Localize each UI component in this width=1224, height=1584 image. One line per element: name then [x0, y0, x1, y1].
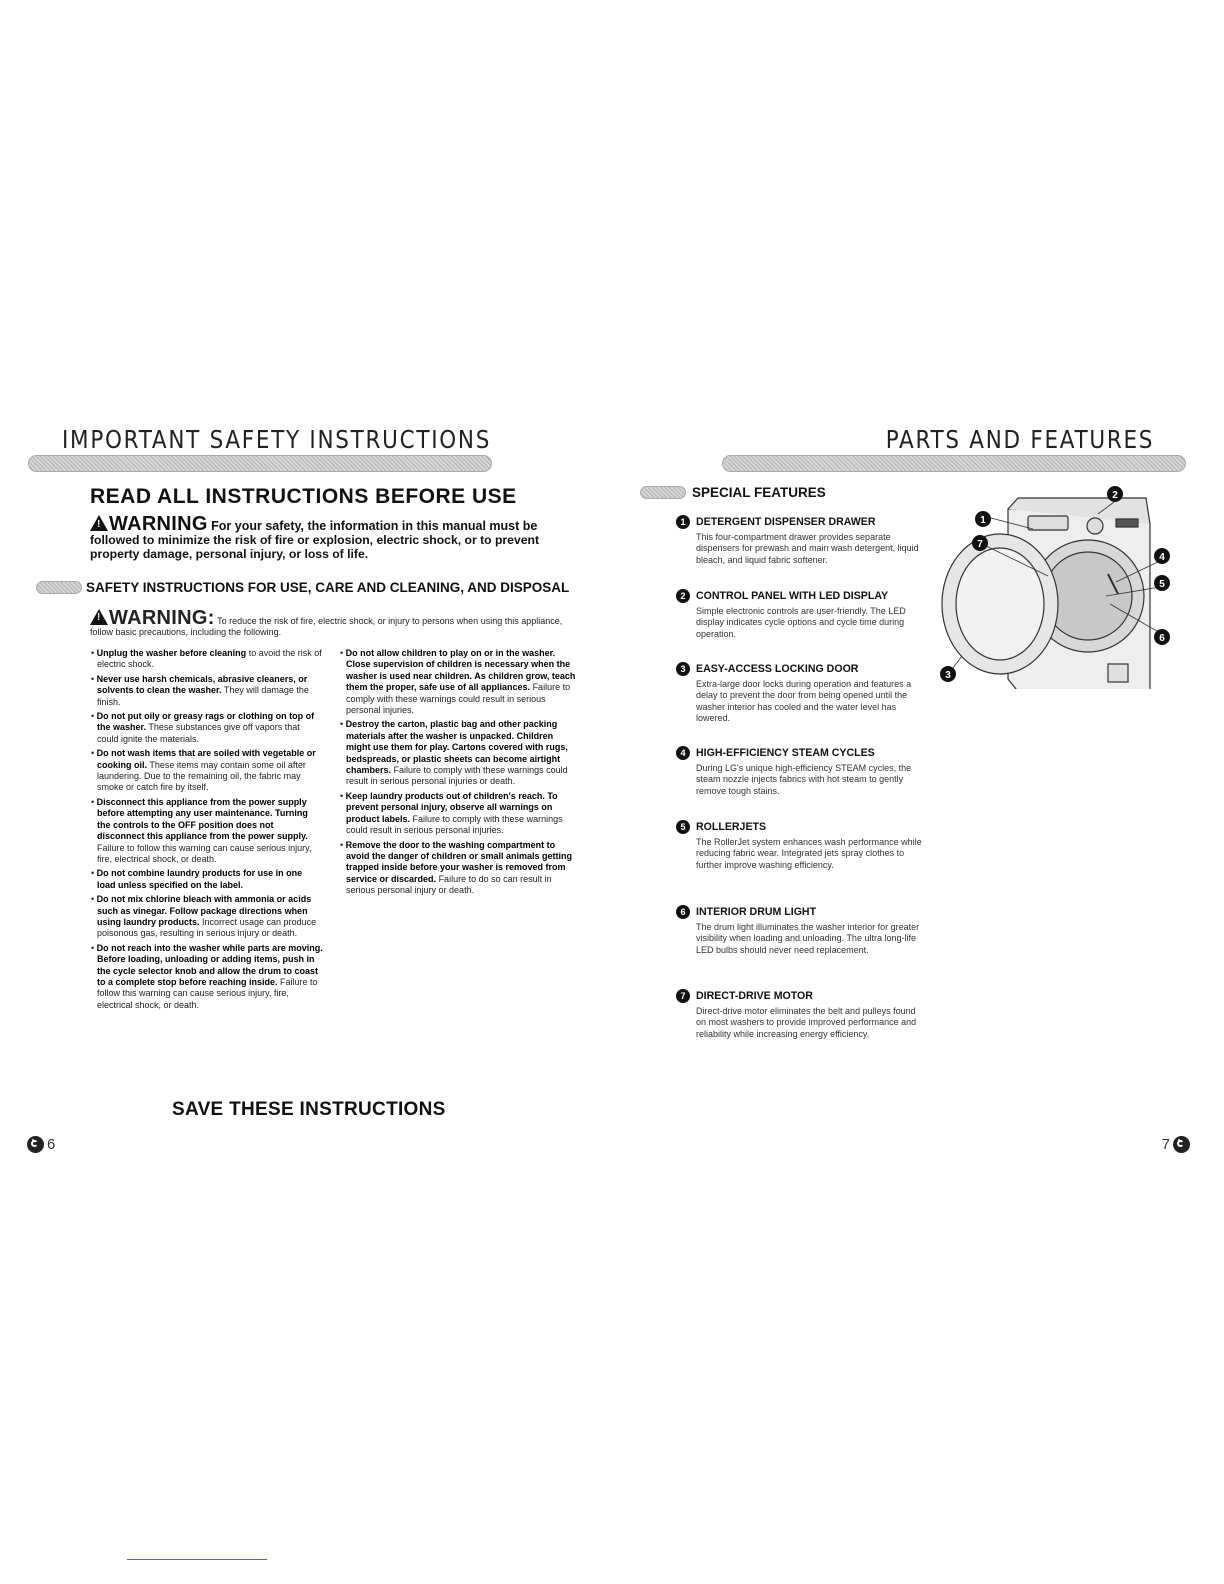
feature-number-badge: 5 — [676, 820, 690, 834]
lg-logo-icon — [1173, 1136, 1190, 1153]
bullet-normal-text: These substances give off vapors that could ignite the materials. — [97, 722, 300, 744]
bullet-bold-text: Do not reach into the washer while parts are moving. Before loading, unloading or adding items, push in the cycle selector knob and allow the drum to coast to a complete stop before reaching inside. — [96, 942, 323, 987]
bullet-bold-text: Do not mix chlorine bleach with ammonia or acids such as vinegar. Follow package directions when using laundry products. — [96, 894, 312, 927]
lg-logo-icon — [27, 1136, 44, 1153]
safety-bullet: • Do not allow children to play on or in the washer. Close supervision of children is necessary when the washer is used near children. As children grow, teach them the proper, safe use of all appliances. Failure to comply with these warnings could result in serious personal injuries. — [340, 648, 576, 716]
safety-bullet: • Remove the door to the washing compartment to avoid the danger of children or small animals getting trapped inside before your washer is removed from service or discarded. Failure to do so can result in serious personal injury or death. — [340, 839, 573, 896]
svg-text:4: 4 — [1159, 552, 1165, 563]
feature-item — [676, 662, 926, 725]
feature-description: Extra-large door locks during operation and features a delay to prevent the door from being opened until the washer interior has cooled and the water level has lowered. — [696, 679, 912, 724]
feature-description: The RollerJet system enhances wash performance while reducing fabric wear. Integrated jets spray clothes to further improve washing efficiency. — [696, 837, 922, 870]
svg-text:7: 7 — [977, 539, 983, 550]
bullet-normal-text: Failure to comply with these warnings could result in serious personal injuries. — [346, 682, 571, 716]
special-features-heading — [640, 485, 826, 500]
feature-title: ROLLERJETS — [696, 821, 767, 833]
bullet-normal-text: Failure to comply with these warnings could result in serious personal injuries. — [346, 813, 563, 836]
bullet-bold-text: Do not put oily or greasy rags or clothing on top of the washer. — [96, 711, 315, 733]
diagram-callout-4 — [1154, 548, 1170, 564]
safety-bullet: • Disconnect this appliance from the power supply before attempting any user maintenance. Turning the controls to the OFF position does not disconnect this appliance from the power supply. Failure to follow this warning can cause serious injury, fire, electrical shock, or death. — [91, 796, 312, 864]
feature-title: INTERIOR DRUM LIGHT — [696, 906, 817, 918]
warning-block-1 — [90, 515, 560, 561]
bullet-normal-text: Failure to do so can result in serious personal injury or death. — [346, 873, 552, 896]
feature-item — [676, 589, 926, 640]
safety-bullet: • Do not wash items that are soiled with vegetable or cooking oil. These items may contain some oil after laundering. Due to the remaining oil, the fabric may smoke or catch fire by itself. — [91, 748, 316, 793]
bullet-bold-text: Do not wash items that are soiled with vegetable or cooking oil. — [96, 748, 316, 770]
diagram-callout-5 — [1154, 575, 1170, 591]
page-number-right — [1162, 1136, 1190, 1153]
feature-number-badge: 1 — [676, 515, 690, 529]
diagram-callout-3 — [940, 666, 956, 682]
diagram-callout-2 — [1107, 486, 1123, 502]
svg-text:6: 6 — [1159, 633, 1165, 644]
feature-item — [676, 989, 926, 1040]
feature-heading — [676, 905, 926, 919]
feature-description: During LG's unique high-efficiency STEAM cycles, the steam nozzle injects fabrics with hot steam to gently remove tough stains. — [696, 763, 912, 796]
feature-title: EASY-ACCESS LOCKING DOOR — [696, 663, 859, 675]
bullet-bold-text: Remove the door to the washing compartment to avoid the danger of children or small animals getting trapped inside before your washer is removed from service or discarded. — [345, 839, 573, 884]
feature-item — [676, 515, 926, 566]
bullet-normal-text: Failure to comply with these warnings could result in serious personal injuries or death. — [346, 765, 568, 787]
safety-bullet: • Unplug the washer before cleaning to avoid the risk of electric shock. — [91, 648, 322, 670]
warning-label: WARNING: — [109, 607, 215, 629]
diagram-callout-7 — [972, 535, 988, 551]
safety-bullet: • Destroy the carton, plastic bag and other packing materials after the washer is unpacked. Children might use them for play. Cartons covered with rugs, bedspreads, or plastic sheets can become airtight chambers. Failure to comply with these warnings could result in serious personal injuries or death. — [340, 719, 568, 787]
safety-bullet: • Keep laundry products out of children's reach. To prevent personal injury, observe all warnings on product labels. Failure to comply with these warnings could result in serious personal injuries. — [340, 790, 563, 836]
safety-bullet: • Do not reach into the washer while parts are moving. Before loading, unloading or adding items, push in the cycle selector knob and allow the drum to coast to a complete stop before reaching inside. Failure to follow this warning can cause serious injury, fire, electrical shock, or death. — [91, 942, 323, 1010]
bullet-bold-text: Do not allow children to play on or in the washer. Close supervision of children is necessary when the washer is used near children. As children grow, teach them the proper, safe use of all appliances. — [345, 648, 576, 693]
feature-heading — [676, 589, 926, 603]
feature-number-badge: 2 — [676, 589, 690, 603]
safety-bullet: • Do not put oily or greasy rags or clothing on top of the washer. These substances give off vapors that could ignite the materials. — [91, 711, 315, 744]
feature-description: Simple electronic controls are user-friendly. The LED display indicates cycle options and cycle time during operation. — [696, 606, 906, 639]
feature-item — [676, 905, 926, 956]
feature-title: DETERGENT DISPENSER DRAWER — [696, 516, 876, 528]
section-heading-text: SAFETY INSTRUCTIONS FOR USE, CARE AND CLEANING, AND DISPOSAL — [86, 580, 570, 595]
page-number-text: 6 — [47, 1136, 56, 1153]
feature-number-badge: 6 — [676, 905, 690, 919]
warning-text: followed to minimize the risk of fire or explosion, electric shock, or to prevent property damage, personal injury, or loss of life. — [90, 533, 539, 561]
bullet-normal-text: Incorrect usage can produce poisonous gas, resulting in serious injury or death. — [97, 916, 317, 939]
feature-heading — [676, 662, 926, 676]
feature-description: This four-compartment drawer provides separate dispensers for prewash and main wash detergent, liquid bleach, and liquid fabric softener. — [696, 532, 919, 565]
washer-diagram — [938, 484, 1178, 689]
feature-number-badge: 4 — [676, 746, 690, 760]
save-instructions-heading: SAVE THESE INSTRUCTIONS — [172, 1099, 446, 1120]
safety-section-heading — [36, 580, 569, 595]
svg-text:5: 5 — [1159, 579, 1165, 590]
safety-bullet: • Do not combine laundry products for use in one load unless specified on the label. — [91, 868, 303, 890]
bullet-bold-text: Destroy the carton, plastic bag and other packing materials after the washer is unpacked. Children might use them for play. Cartons covered with rugs, bedspreads, or plastic sheets can become airtight chambers. — [345, 719, 568, 776]
safety-bullet: • Do not mix chlorine bleach with ammonia or acids such as vinegar. Follow package directions when using laundry products. Incorrect usage can produce poisonous gas, resulting in serious injury or death. — [91, 894, 317, 939]
page-title-left: IMPORTANT SAFETY INSTRUCTIONS — [62, 425, 492, 454]
special-features-text: SPECIAL FEATURES — [692, 485, 826, 500]
svg-text:1: 1 — [980, 515, 986, 526]
warning-lead: For your safety, the information in this manual must be — [211, 519, 538, 533]
bullet-bold-text: Unplug the washer before cleaning — [96, 648, 247, 658]
diagram-callout-1 — [975, 511, 991, 527]
diagram-callout-6 — [1154, 629, 1170, 645]
bullet-bold-text: Keep laundry products out of children's reach. To prevent personal injury, observe all warnings on product labels. — [345, 790, 558, 824]
svg-text:3: 3 — [945, 670, 951, 681]
feature-item — [676, 820, 926, 871]
bullet-normal-text: These items may contain some oil after laundering. Due to the remaining oil, the fabric may smoke or catch fire by itself. — [97, 759, 306, 793]
feature-heading — [676, 820, 926, 834]
safety-column-b — [340, 648, 576, 900]
page-number-text: 7 — [1161, 1136, 1170, 1153]
feature-description: Direct-drive motor eliminates the belt and pulleys found on most washers to provide improved performance and reliability while increasing energy efficiency. — [696, 1006, 917, 1039]
feature-title: DIRECT-DRIVE MOTOR — [696, 990, 813, 1002]
feature-heading — [676, 515, 926, 529]
feature-title: HIGH-EFFICIENCY STEAM CYCLES — [696, 747, 875, 759]
bullet-normal-text: Failure to follow this warning can cause serious injury, fire, electrical shock, or death. — [97, 976, 318, 1010]
feature-heading — [676, 746, 926, 760]
bullet-bold-text: Never use harsh chemicals, abrasive cleaners, or solvents to clean the washer. — [96, 673, 308, 696]
section-pill-icon — [36, 581, 82, 594]
safety-column-a — [91, 648, 323, 1014]
feature-item — [676, 746, 926, 797]
warning-triangle-icon — [90, 515, 108, 531]
title-bar-left — [28, 455, 492, 472]
feature-heading — [676, 989, 926, 1003]
title-bar-right — [722, 455, 1186, 472]
read-all-heading: READ ALL INSTRUCTIONS BEFORE USE — [90, 485, 517, 508]
section-pill-icon — [640, 486, 686, 499]
warning-triangle-icon — [90, 609, 108, 625]
bullet-bold-text: Do not combine laundry products for use in one load unless specified on the label. — [96, 868, 303, 890]
bullet-normal-text: Failure to follow this warning can cause serious injury, fire, electrical shock, or death. — [97, 842, 312, 864]
svg-text:2: 2 — [1112, 490, 1118, 501]
link-underline — [127, 1559, 267, 1560]
feature-description: The drum light illuminates the washer interior for greater visibility when loading and unloading. The ultra long-life LED bulbs should never need replacement. — [696, 922, 920, 955]
warning-block-2 — [90, 609, 570, 638]
feature-number-badge: 7 — [676, 989, 690, 1003]
safety-bullet: • Never use harsh chemicals, abrasive cleaners, or solvents to clean the washer. They will damage the finish. — [91, 673, 309, 707]
feature-number-badge: 3 — [676, 662, 690, 676]
bullet-normal-text: to avoid the risk of electric shock. — [97, 648, 322, 670]
bullet-bold-text: Disconnect this appliance from the power supply before attempting any user maintenance. Turning the controls to the OFF position does not disconnect this appliance from the power supply. — [96, 796, 308, 842]
bullet-normal-text: They will damage the finish. — [97, 685, 309, 707]
warning-label: WARNING — [109, 513, 208, 535]
warning-text: To reduce the risk of fire, electric shock, or injury to persons when using this appliance, follow basic precautions, including the following. — [90, 616, 563, 637]
page-number-left — [27, 1136, 55, 1153]
page-title-right: PARTS AND FEATURES — [885, 425, 1154, 454]
feature-title: CONTROL PANEL WITH LED DISPLAY — [696, 590, 889, 602]
